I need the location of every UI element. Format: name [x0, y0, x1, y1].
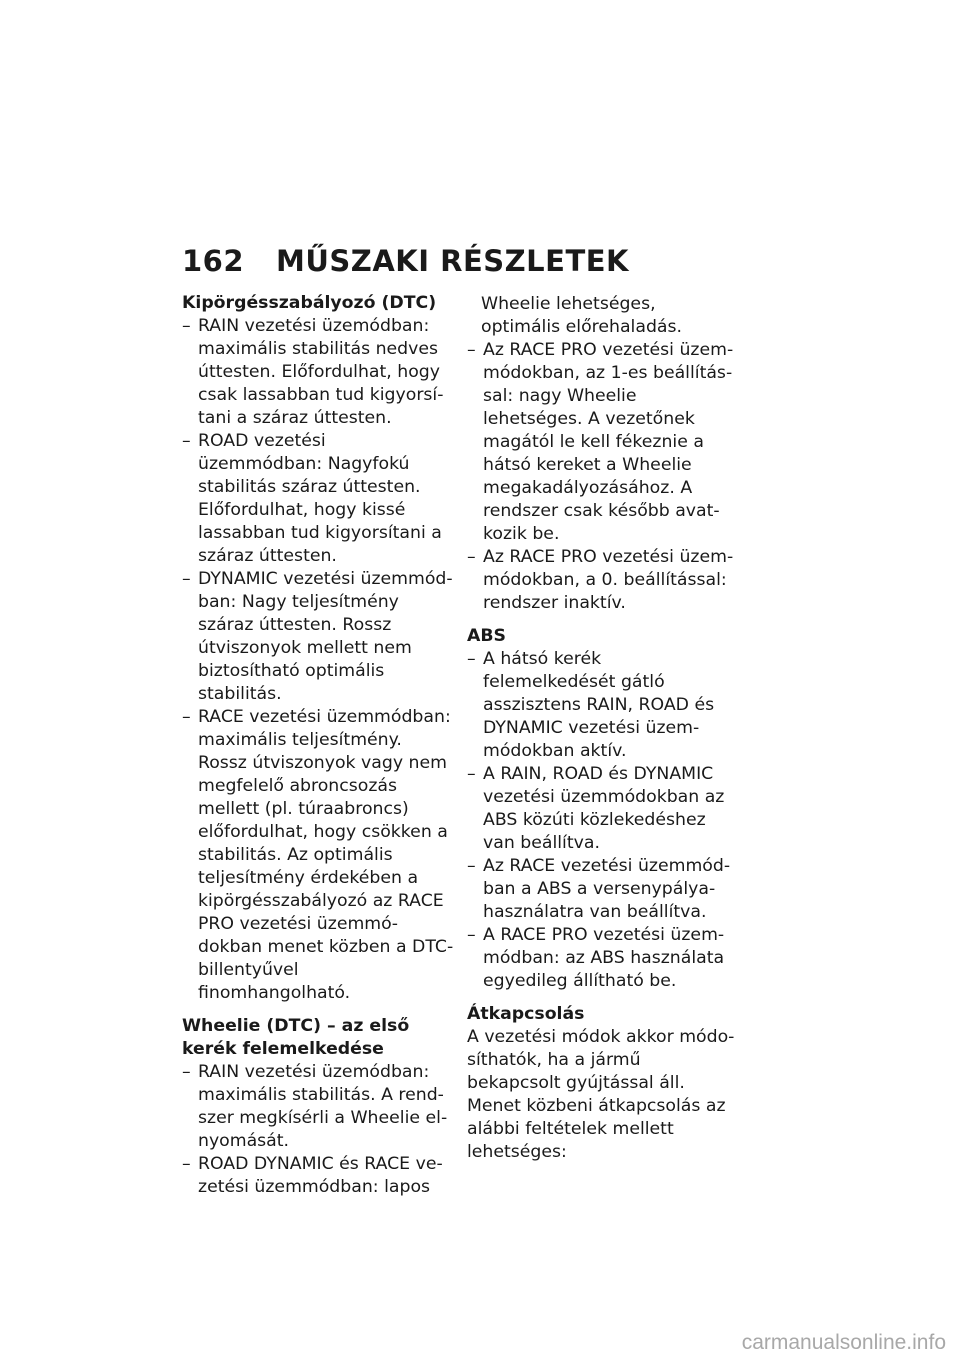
list-item-text: Az RACE PRO vezetési üzemmódokban, a 0. beállítással: rendszer inaktív. [483, 547, 734, 613]
list-item [182, 706, 454, 1005]
list-item-text: A hátsó kerék felemelkedését gátló asszisztens RAIN, ROAD és DYNAMIC vezetési üzemmódokban aktív. [483, 649, 715, 761]
list-item [182, 430, 454, 568]
page-title: MŰSZAKI RÉSZLETEK [276, 244, 630, 278]
list-item-text: Az RACE PRO vezetési üzemmódokban, az 1-es beállítással: nagy Wheelie lehetséges. A vezetőnek magától le kell fékeznie a hátsó kereket a Wheelie megakadályozásához. A rendszer csak később avatkozik be. [483, 340, 734, 544]
list-item-text: RAIN vezetési üzemódban: maximális stabilitás. A rendszer megkísérli a Wheelie elnyomását. [198, 1062, 448, 1151]
list-item-text: A RACE PRO vezetési üzemmódban: az ABS használata egyedileg állítható be. [483, 925, 725, 991]
page-number: 162 [182, 244, 245, 278]
dtc-list [182, 315, 454, 1005]
dash-marker: – [182, 316, 191, 336]
list-item-continuation: Wheelie lehetséges, optimális előrehaladás. [481, 294, 682, 337]
dash-marker: – [182, 1154, 191, 1174]
list-item-text: A RAIN, ROAD és DYNAMIC vezetési üzemmódokban az ABS közúti közlekedéshez van beállítva. [483, 764, 725, 853]
dash-marker: – [467, 547, 476, 567]
list-item [182, 1061, 454, 1153]
dtc-heading: Kipörgésszabályozó (DTC) [182, 293, 437, 313]
dash-marker: – [467, 856, 476, 876]
list-item-text: RAIN vezetési üzemódban: maximális stabilitás nedves úttesten. Előfordulhat, hogy csak lassabban tud kigyorsítani a száraz úttesten. [198, 316, 444, 428]
abs-heading: ABS [467, 626, 506, 646]
list-item [467, 855, 739, 924]
dash-marker: – [182, 707, 191, 727]
switching-heading: Átkapcsolás [467, 1004, 585, 1024]
list-item-text: Az RACE vezetési üzemmódban a ABS a versenypályahasználatra van beállítva. [483, 856, 731, 922]
list-item [467, 546, 739, 615]
wheelie-list-continued [467, 339, 739, 615]
list-item-text: ROAD DYNAMIC és RACE vezetési üzemmódban: lapos [198, 1154, 443, 1197]
list-item [467, 763, 739, 855]
dash-marker: – [467, 764, 476, 784]
dash-marker: – [467, 925, 476, 945]
abs-list [467, 648, 739, 993]
list-item [182, 1153, 454, 1199]
dash-marker: – [182, 431, 191, 451]
list-item [467, 924, 739, 993]
list-item-text: RACE vezetési üzemmódban: maximális teljesítmény. Rossz útviszonyok vagy nem megfelelő abroncsozás mellett (pl. túraabroncs) előfordulhat, hogy csökken a stabilitás. Az optimális teljesítmény érdekében a kipörgésszabályozó az RACE PRO vezetési üzemmódokban menet közben a DTC-billentyűvel finomhangolható. [198, 707, 454, 1003]
list-item-text: ROAD vezetési üzemmódban: Nagyfokú stabilitás száraz úttesten. Előfordulhat, hogy kissé lassabban tud kigyorsítani a száraz úttesten. [198, 431, 442, 566]
watermark: carmanualsonline.info [741, 1331, 946, 1354]
list-item-text: DYNAMIC vezetési üzemmódban: Nagy teljesítmény száraz úttesten. Rossz útviszonyok mellett nem biztosítható optimális stabilitás. [198, 569, 453, 704]
list-item [182, 315, 454, 430]
wheelie-list [182, 1061, 454, 1199]
list-item [467, 339, 739, 546]
right-column [467, 293, 739, 1164]
list-item [182, 568, 454, 706]
switching-paragraph: A vezetési módok akkor módosíthatók, ha a jármű bekapcsolt gyújtással áll. Menet közbeni átkapcsolás az alábbi feltételek mellett lehetséges: [467, 1027, 735, 1162]
dash-marker: – [182, 1062, 191, 1082]
left-column [182, 292, 454, 1199]
page-header [182, 244, 629, 278]
dash-marker: – [182, 569, 191, 589]
wheelie-heading: Wheelie (DTC) – az első kerék felemelkedése [182, 1016, 410, 1059]
dash-marker: – [467, 340, 476, 360]
list-item [467, 648, 739, 763]
dash-marker: – [467, 649, 476, 669]
